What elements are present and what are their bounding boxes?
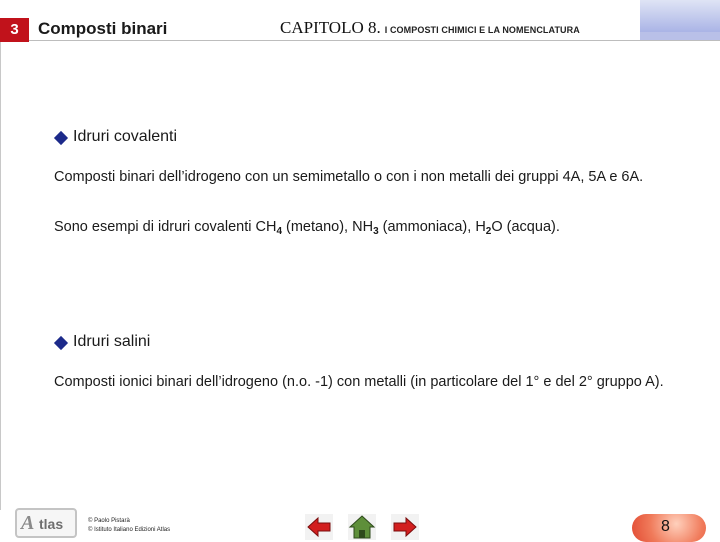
back-arrow-icon[interactable] [305,514,333,540]
home-icon[interactable] [348,514,376,540]
examples-water: O (acqua). [491,219,560,235]
section-title: Composti binari [38,19,168,38]
header-gradient-box [640,32,720,40]
section-number-badge: 3 [0,18,29,42]
atlas-logo-mark: A [21,512,35,534]
bullet-diamond-icon [54,336,68,350]
examples-intro: Sono esempi di idruri covalenti CH [54,219,277,235]
examples-methane: (metano), NH [282,219,374,235]
ch4-subscript: 4 [276,226,282,237]
section-heading-saline: Idruri salini [73,333,151,350]
header-rule [0,40,720,41]
atlas-logo-text: tlas [39,516,64,532]
credit-author: © Paolo Pistarà [88,518,130,524]
forward-arrow-icon[interactable] [391,514,419,540]
covalent-definition: Composti binari dell’idrogeno con un semimetallo o con i non metalli dei gruppi 4A, 5A e 6A. [54,169,644,185]
atlas-logo [15,508,77,538]
h2o-subscript: 2 [485,226,492,237]
saline-definition: Composti ionici binari dell’idrogeno (n.o. -1) con metalli (in particolare del 1° e del 2° gruppo A). [54,374,664,390]
page-number: 8 [661,518,670,535]
chapter-label: CAPITOLO 8. [280,18,381,37]
header-gradient-tab [640,0,720,32]
chapter-heading [280,18,580,38]
bullet-diamond-icon [54,131,68,145]
credit-publisher: © Istituto Italiano Edizioni Atlas [88,527,171,533]
covalent-examples [54,218,684,236]
credits [88,517,170,535]
examples-ammonia: (ammoniaca), H [378,219,486,235]
nh3-subscript: 3 [373,226,379,237]
left-margin-rule [0,40,1,510]
chapter-subtitle: I COMPOSTI CHIMICI E LA NOMENCLATURA [384,25,580,35]
section-heading-covalent: Idruri covalenti [73,128,178,145]
